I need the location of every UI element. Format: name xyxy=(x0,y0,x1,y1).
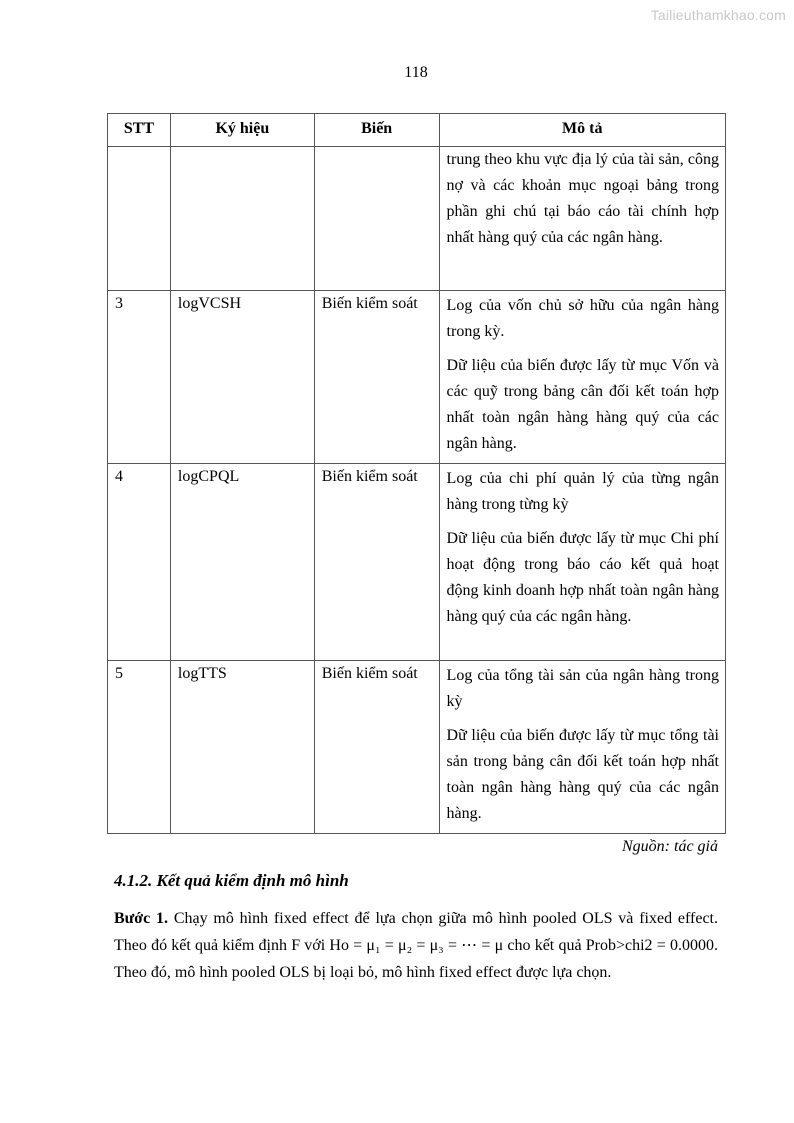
cell-ky-hieu: logTTS xyxy=(170,661,314,834)
cell-empty xyxy=(170,147,314,291)
table-row-continuation xyxy=(108,147,726,291)
source-note: Nguồn: tác giả xyxy=(622,838,718,855)
cell-empty xyxy=(108,147,171,291)
table-row xyxy=(108,661,726,834)
header-mo-ta: Mô tả xyxy=(439,114,725,147)
table-row xyxy=(108,291,726,464)
description-text: trung theo khu vực địa lý của tài sản, công nợ và các khoản mục ngoại bảng trong phần ghi chú tại báo cáo tài chính hợp nhất hàng quý của các ngân hàng. xyxy=(446,151,719,246)
header-stt: STT xyxy=(108,114,171,147)
step-label: Bước 1. xyxy=(114,910,169,927)
page-number: 118 xyxy=(404,64,428,81)
description-source-text: Dữ liệu của biến được lấy từ mục tổng tài sản trong bảng cân đối kết toán hợp nhất toàn ngân hàng hàng quý của các ngân hàng. xyxy=(446,727,719,822)
cell-bien: Biến kiểm soát xyxy=(314,661,439,834)
body-paragraph xyxy=(114,905,718,986)
cell-description xyxy=(439,291,725,464)
cell-stt: 5 xyxy=(108,661,171,834)
description-text: Log của vốn chủ sở hữu của ngân hàng trong kỳ. xyxy=(446,297,719,340)
cell-ky-hieu: logVCSH xyxy=(170,291,314,464)
watermark: Tailieuthamkhao.com xyxy=(650,7,786,23)
description-text: Log của tổng tài sản của ngân hàng trong kỳ xyxy=(446,667,719,710)
variables-table xyxy=(107,113,726,834)
table-header-row xyxy=(108,114,726,147)
description-source-text: Dữ liệu của biến được lấy từ mục Chi phí hoạt động trong báo cáo kết quả hoạt động kinh doanh hợp nhất toàn ngân hàng hàng quý của các ngân hàng. xyxy=(446,530,719,625)
cell-bien: Biến kiểm soát xyxy=(314,291,439,464)
paragraph-text: Chạy mô hình fixed effect để lựa chọn giữa mô hình pooled OLS và fixed effect. Theo đó kết quả kiểm định F với Ho = μ₁ = μ₂ = μ₃ = ⋯ = μ cho kết quả Prob>chi2 = 0.0000. Theo đó, mô hình pooled OLS bị loại bỏ, mô hình fixed effect được lựa chọn. xyxy=(114,910,718,981)
description-source-text: Dữ liệu của biến được lấy từ mục Vốn và các quỹ trong bảng cân đối kết toán hợp nhất toàn ngân hàng hàng quý của các ngân hàng. xyxy=(446,357,719,452)
cell-description xyxy=(439,661,725,834)
cell-bien: Biến kiểm soát xyxy=(314,464,439,661)
cell-empty xyxy=(314,147,439,291)
header-ky-hieu: Ký hiệu xyxy=(170,114,314,147)
table-row xyxy=(108,464,726,661)
section-heading: 4.1.2. Kết quả kiểm định mô hình xyxy=(114,871,349,890)
cell-stt: 4 xyxy=(108,464,171,661)
description-text: Log của chi phí quản lý của từng ngân hàng trong từng kỳ xyxy=(446,470,719,513)
cell-description xyxy=(439,147,725,291)
cell-stt: 3 xyxy=(108,291,171,464)
cell-description xyxy=(439,464,725,661)
header-bien: Biến xyxy=(314,114,439,147)
cell-ky-hieu: logCPQL xyxy=(170,464,314,661)
